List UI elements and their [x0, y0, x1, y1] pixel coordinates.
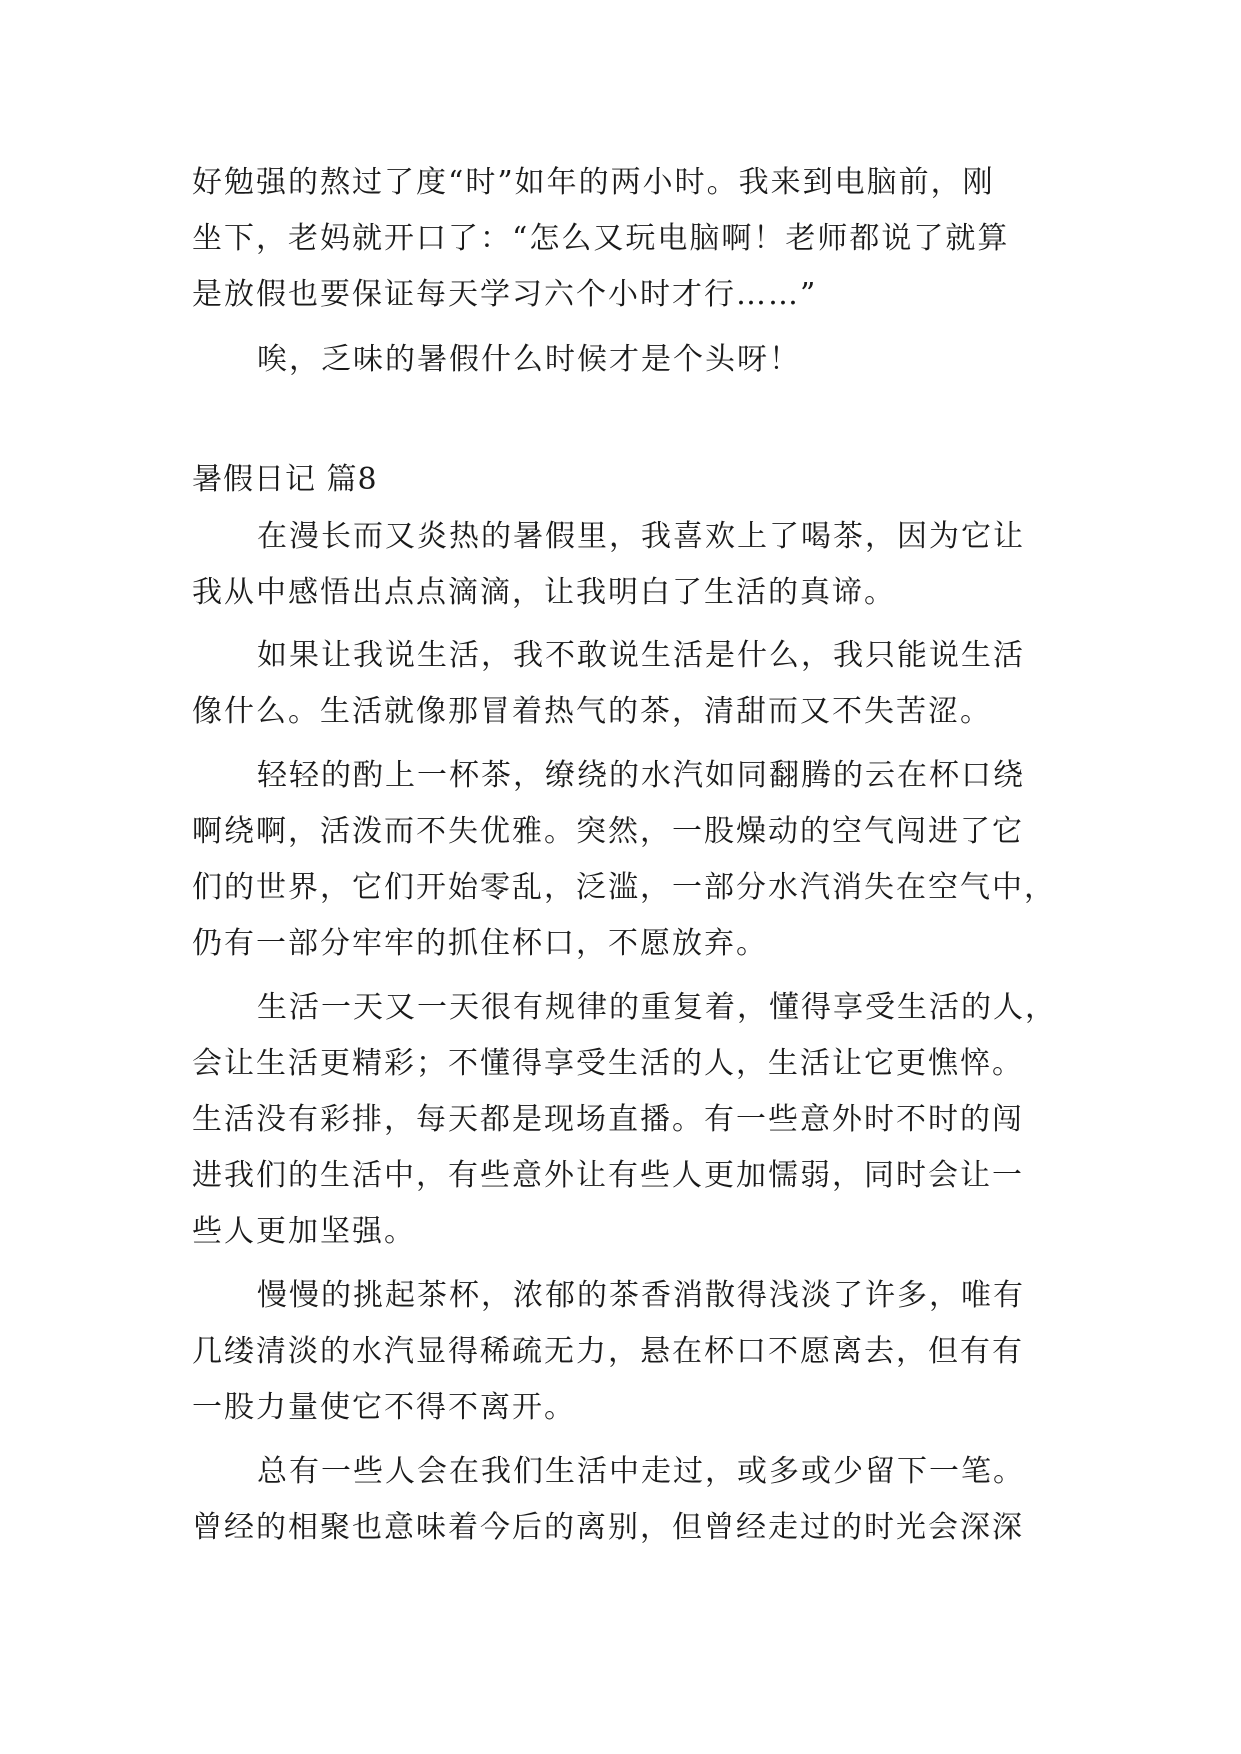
text-line: 是放假也要保证每天学习六个小时才行……” [192, 277, 818, 312]
text-line: 我从中感悟出点点滴滴，让我明白了生活的真谛。 [192, 575, 896, 610]
text-line: 生活没有彩排，每天都是现场直播。有一些意外时不时的闯 [192, 1102, 1024, 1137]
paragraph-first-line: 如果让我说生活，我不敢说生活是什么，我只能说生活 [257, 638, 1025, 673]
text-line: 会让生活更精彩；不懂得享受生活的人，生活让它更憔悴。 [192, 1046, 1024, 1081]
text-line: 好勉强的熬过了度“时”如年的两小时。我来到电脑前，刚 [192, 165, 995, 200]
paragraph-first-line: 慢慢的挑起茶杯，浓郁的茶香消散得浅淡了许多，唯有 [257, 1278, 1025, 1313]
text-line: 坐下，老妈就开口了：“怎么又玩电脑啊！老师都说了就算 [192, 221, 1010, 256]
paragraph-first-line: 轻轻的酌上一杯茶，缭绕的水汽如同翻腾的云在杯口绕 [257, 758, 1025, 793]
text-line: 们的世界，它们开始零乱，泛滥，一部分水汽消失在空气中， [192, 870, 1056, 905]
paragraph-first-line: 总有一些人会在我们生活中走过，或多或少留下一笔。 [257, 1454, 1025, 1489]
paragraph-first-line: 在漫长而又炎热的暑假里，我喜欢上了喝茶，因为它让 [257, 519, 1025, 554]
paragraph-first-line: 生活一天又一天很有规律的重复着，懂得享受生活的人， [257, 990, 1057, 1025]
text-line: 像什么。生活就像那冒着热气的茶，清甜而又不失苦涩。 [192, 694, 992, 729]
text-line: 啊绕啊，活泼而不失优雅。突然，一股燥动的空气闯进了它 [192, 814, 1024, 849]
text-line: 仍有一部分牢牢的抓住杯口，不愿放弃。 [192, 926, 768, 961]
text-line: 几缕清淡的水汽显得稀疏无力，悬在杯口不愿离去，但有有 [192, 1334, 1024, 1369]
text-line: 进我们的生活中，有些意外让有些人更加懦弱，同时会让一 [192, 1158, 1024, 1193]
text-line: 一股力量使它不得不离开。 [192, 1390, 576, 1425]
paragraph-first-line: 唉，乏味的暑假什么时候才是个头呀！ [257, 342, 801, 377]
text-line: 曾经的相聚也意味着今后的离别，但曾经走过的时光会深深 [192, 1510, 1024, 1545]
text-line: 些人更加坚强。 [192, 1214, 416, 1249]
section-heading: 暑假日记 篇8 [192, 462, 378, 497]
